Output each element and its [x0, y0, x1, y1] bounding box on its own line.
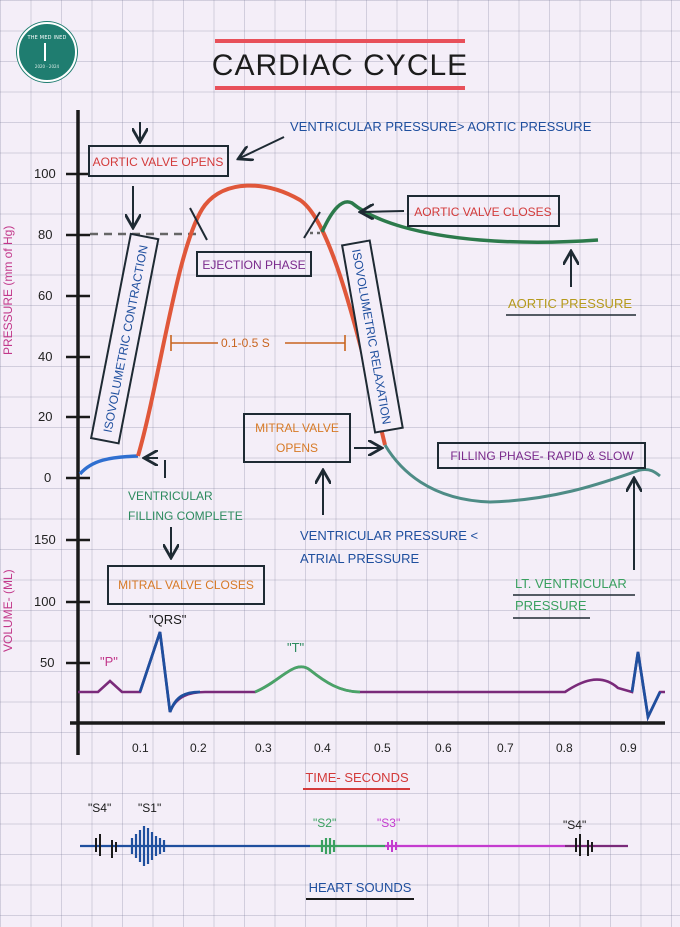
volume-tick-50: 50 [40, 655, 55, 670]
volume-tick-150: 150 [34, 532, 56, 547]
time-tick-0.7: 0.7 [497, 741, 514, 755]
pressure-tick-60: 60 [38, 288, 53, 303]
ventricular-lt-atrial-label-2: ATRIAL PRESSURE [300, 551, 420, 566]
heart-sounds-label: HEART SOUNDS [308, 880, 412, 895]
aortic-valve-closes-arrow [362, 211, 404, 212]
time-axis-label: TIME- SECONDS [305, 770, 409, 785]
volume-axis-label: VOLUME- (ML) [1, 569, 15, 652]
pressure-tick-20: 20 [38, 409, 53, 424]
ecg-qrs-complex-right [632, 652, 660, 717]
filling-phase-label: FILLING PHASE- RAPID & SLOW [450, 449, 634, 463]
pressure-tick-80: 80 [38, 227, 53, 242]
isovolumetric-relaxation-group [342, 241, 403, 433]
time-tick-0.5: 0.5 [374, 741, 391, 755]
ejection-phase-label: EJECTION PHASE [202, 258, 306, 272]
lt-ventricular-label-2: PRESSURE [515, 598, 587, 613]
ventricular-pressure-curve [138, 186, 385, 456]
s1-label: "S1" [138, 801, 162, 815]
ecg-qrs-complex [140, 632, 200, 712]
logo-text: THE MED INED [27, 35, 67, 41]
time-tick-0.4: 0.4 [314, 741, 331, 755]
ecg-t-label: "T" [287, 640, 305, 655]
pressure-tick-0: 0 [44, 470, 52, 485]
s4-left-label: "S4" [88, 801, 112, 815]
aortic-valve-opens-label: AORTIC VALVE OPENS [92, 155, 224, 169]
early-ventricular-pressure-curve [80, 456, 138, 474]
time-tick-0.6: 0.6 [435, 741, 452, 755]
mitral-valve-opens-label-2: OPENS [275, 441, 319, 455]
isovolumetric-contraction-label: ISOVOLUMETRIC CONTRACTION [100, 243, 151, 434]
time-tick-0.3: 0.3 [255, 741, 272, 755]
duration-label: 0.1-0.5 S [221, 336, 270, 350]
pressure-tick-40: 40 [38, 349, 53, 364]
pressure-tick-100: 100 [34, 166, 56, 181]
ventricular-filling-label-2: FILLING COMPLETE [128, 509, 243, 523]
mitral-valve-closes-label: MITRAL VALVE CLOSES [118, 578, 254, 592]
ventricular-gt-aortic-label: VENTRICULAR PRESSURE> AORTIC PRESSURE [290, 119, 592, 134]
s1-spikes [132, 826, 164, 866]
ecg-p-label: "P" [100, 654, 118, 669]
lt-ventricular-label-1: LT. VENTRICULAR [515, 576, 627, 591]
aortic-valve-closes-label: AORTIC VALVE CLOSES [414, 205, 552, 219]
time-tick-0.9: 0.9 [620, 741, 637, 755]
s4-right-label: "S4" [563, 818, 587, 832]
ecg-qrs-label: "QRS" [149, 612, 187, 627]
time-tick-0.2: 0.2 [190, 741, 207, 755]
ventricular-gt-aortic-arrow [240, 137, 284, 158]
logo-subtext: 2020 · 2024 [34, 64, 60, 69]
ecg-t-wave [255, 667, 360, 692]
ventricular-lt-atrial-label-1: VENTRICULAR PRESSURE < [300, 528, 479, 543]
mitral-valve-opens-label-1: MITRAL VALVE [255, 421, 339, 435]
time-tick-0.1: 0.1 [132, 741, 149, 755]
pressure-ticks [34, 166, 90, 485]
s2-label: "S2" [313, 816, 337, 830]
page-title: CARDIAC CYCLE [211, 49, 469, 82]
volume-ticks [34, 532, 90, 670]
s3-label: "S3" [377, 816, 401, 830]
volume-tick-100: 100 [34, 594, 56, 609]
heart-sound-labels [88, 801, 586, 832]
time-ticks [132, 741, 637, 755]
isovolumetric-relaxation-label: ISOVOLUMETRIC RELAXATION [349, 247, 394, 426]
pressure-axis-label: PRESSURE (mm of Hg) [1, 225, 15, 355]
ventricular-filling-label-1: VENTRICULAR [128, 489, 213, 503]
aortic-pressure-label: AORTIC PRESSURE [508, 296, 633, 311]
time-tick-0.8: 0.8 [556, 741, 573, 755]
